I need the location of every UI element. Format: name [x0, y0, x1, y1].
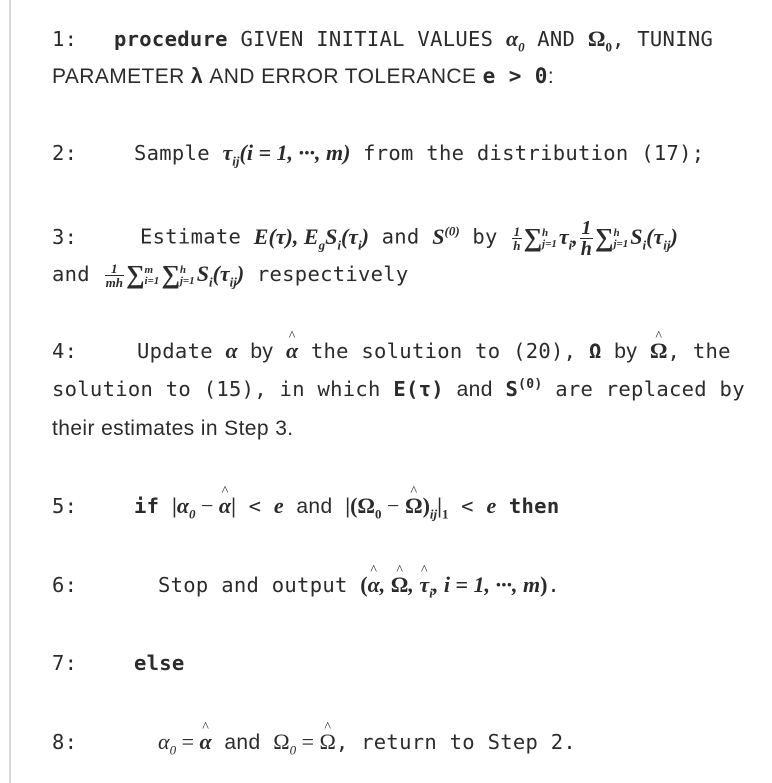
step-3-line-1 — [52, 218, 678, 259]
step-number: 6: — [52, 573, 78, 597]
if-keyword: if — [134, 494, 160, 518]
step-7 — [52, 651, 185, 675]
s0-symbol: $S^{(0)}$ — [505, 377, 543, 401]
s0-symbol: $S^{(0)}$ — [432, 223, 460, 249]
step-text: from the distribution (17); — [363, 141, 705, 165]
alpha-hat-symbol: ^ α — [286, 338, 298, 364]
step-text: PARAMETER — [52, 65, 185, 88]
step-2 — [52, 140, 704, 169]
step-text: , TUNING — [611, 27, 714, 51]
tau-expression: $\tau_{ij}(i = 1$, ···, m) — [222, 140, 351, 169]
step-1-line-1 — [52, 26, 713, 55]
step-4-line-3 — [52, 416, 294, 441]
step-text: AND ERROR TOLERANCE — [209, 65, 477, 88]
step-text: and — [456, 378, 493, 401]
step-5 — [52, 493, 559, 522]
step-text: and — [296, 495, 333, 518]
omega-symbol: Ω — [588, 339, 602, 363]
estimator-expression: $\frac{1}{h}$ ∑ h j=1 $\tau_i$, $\frac{1}{h}$ ∑ h j=1 $S_i(\tau_{ij})$ — [513, 217, 678, 260]
step-number: 4: — [52, 339, 78, 363]
step-text: Sample — [134, 141, 210, 165]
omega-hat-symbol: ^ Ω — [650, 338, 668, 364]
step-text: , the — [667, 339, 731, 363]
step-3-line-2 — [52, 258, 409, 290]
step-text: AND — [537, 27, 576, 51]
step-text: Estimate — [140, 224, 242, 249]
step-number: 8: — [52, 730, 78, 754]
less-than: < — [461, 494, 474, 518]
omega-difference-norm: $|(\Omega_0$ − ^ $\Omega)_{ij}|_1$ — [345, 493, 448, 518]
step-text: and — [52, 262, 90, 286]
left-border-rule — [9, 0, 11, 783]
step-text: GIVEN INITIAL VALUES — [240, 27, 494, 51]
else-keyword: else — [134, 651, 185, 675]
step-text: by — [472, 224, 498, 249]
omega-symbol: $\Omega_0$ — [587, 26, 612, 55]
tolerance-symbol: e — [273, 493, 284, 518]
step-text: by — [614, 340, 638, 363]
step-8 — [52, 729, 576, 758]
alpha-difference: $|\alpha_0$ − ^ α| — [172, 493, 236, 518]
less-than: < — [248, 494, 262, 518]
expectation-symbol: E(τ) — [393, 377, 444, 401]
alpha-symbol: α — [225, 338, 238, 363]
step-text: Stop and output — [158, 573, 348, 597]
step-number: 2: — [52, 141, 78, 165]
tolerance-condition: e > 0 — [482, 64, 548, 88]
alpha-assignment: $\alpha_0$ = ^ α — [158, 729, 212, 754]
alpha-symbol: $\alpha_0$ — [505, 26, 525, 55]
step-4-line-2 — [52, 377, 745, 402]
procedure-keyword: procedure — [114, 27, 228, 51]
step-text: Update — [137, 339, 213, 363]
step-number: 7: — [52, 651, 78, 675]
output-tuple: (^ α, ^ Ω, ^ $\tau_i$, i = 1, ···, m) — [360, 572, 547, 597]
step-1-line-2 — [52, 64, 554, 89]
then-keyword: then — [508, 494, 560, 518]
step-text: their estimates in Step 3. — [52, 417, 294, 440]
omega-assignment: $\Omega_0$ = ^ Ω — [273, 729, 336, 754]
tolerance-symbol: e — [486, 493, 497, 518]
step-number: 5: — [52, 494, 78, 518]
step-4-line-1 — [52, 338, 731, 364]
step-text: solution to (15), in which — [52, 377, 381, 401]
step-text: and — [224, 731, 261, 754]
step-text: respectively — [256, 262, 409, 286]
step-text: are replaced by — [555, 377, 745, 401]
step-number: 1: — [52, 27, 78, 51]
lambda-symbol: λ — [190, 65, 204, 88]
step-6 — [52, 572, 560, 601]
step-text: , return to Step 2. — [335, 730, 577, 754]
step-text: : — [547, 65, 555, 88]
step-text: and — [381, 224, 420, 249]
estimator-expression: $\frac{1}{mh}$ ∑ m i=1 ∑ h j=1 $S_i(\tau_{ij})$ — [105, 260, 245, 291]
step-number: 3: — [52, 224, 78, 249]
step-text: the solution to (20), — [310, 339, 577, 363]
step-text: by — [250, 340, 274, 363]
step-text: . — [547, 573, 561, 597]
expectation-expression: E(τ), $E_gS_i(\tau_i)$ — [253, 223, 369, 252]
